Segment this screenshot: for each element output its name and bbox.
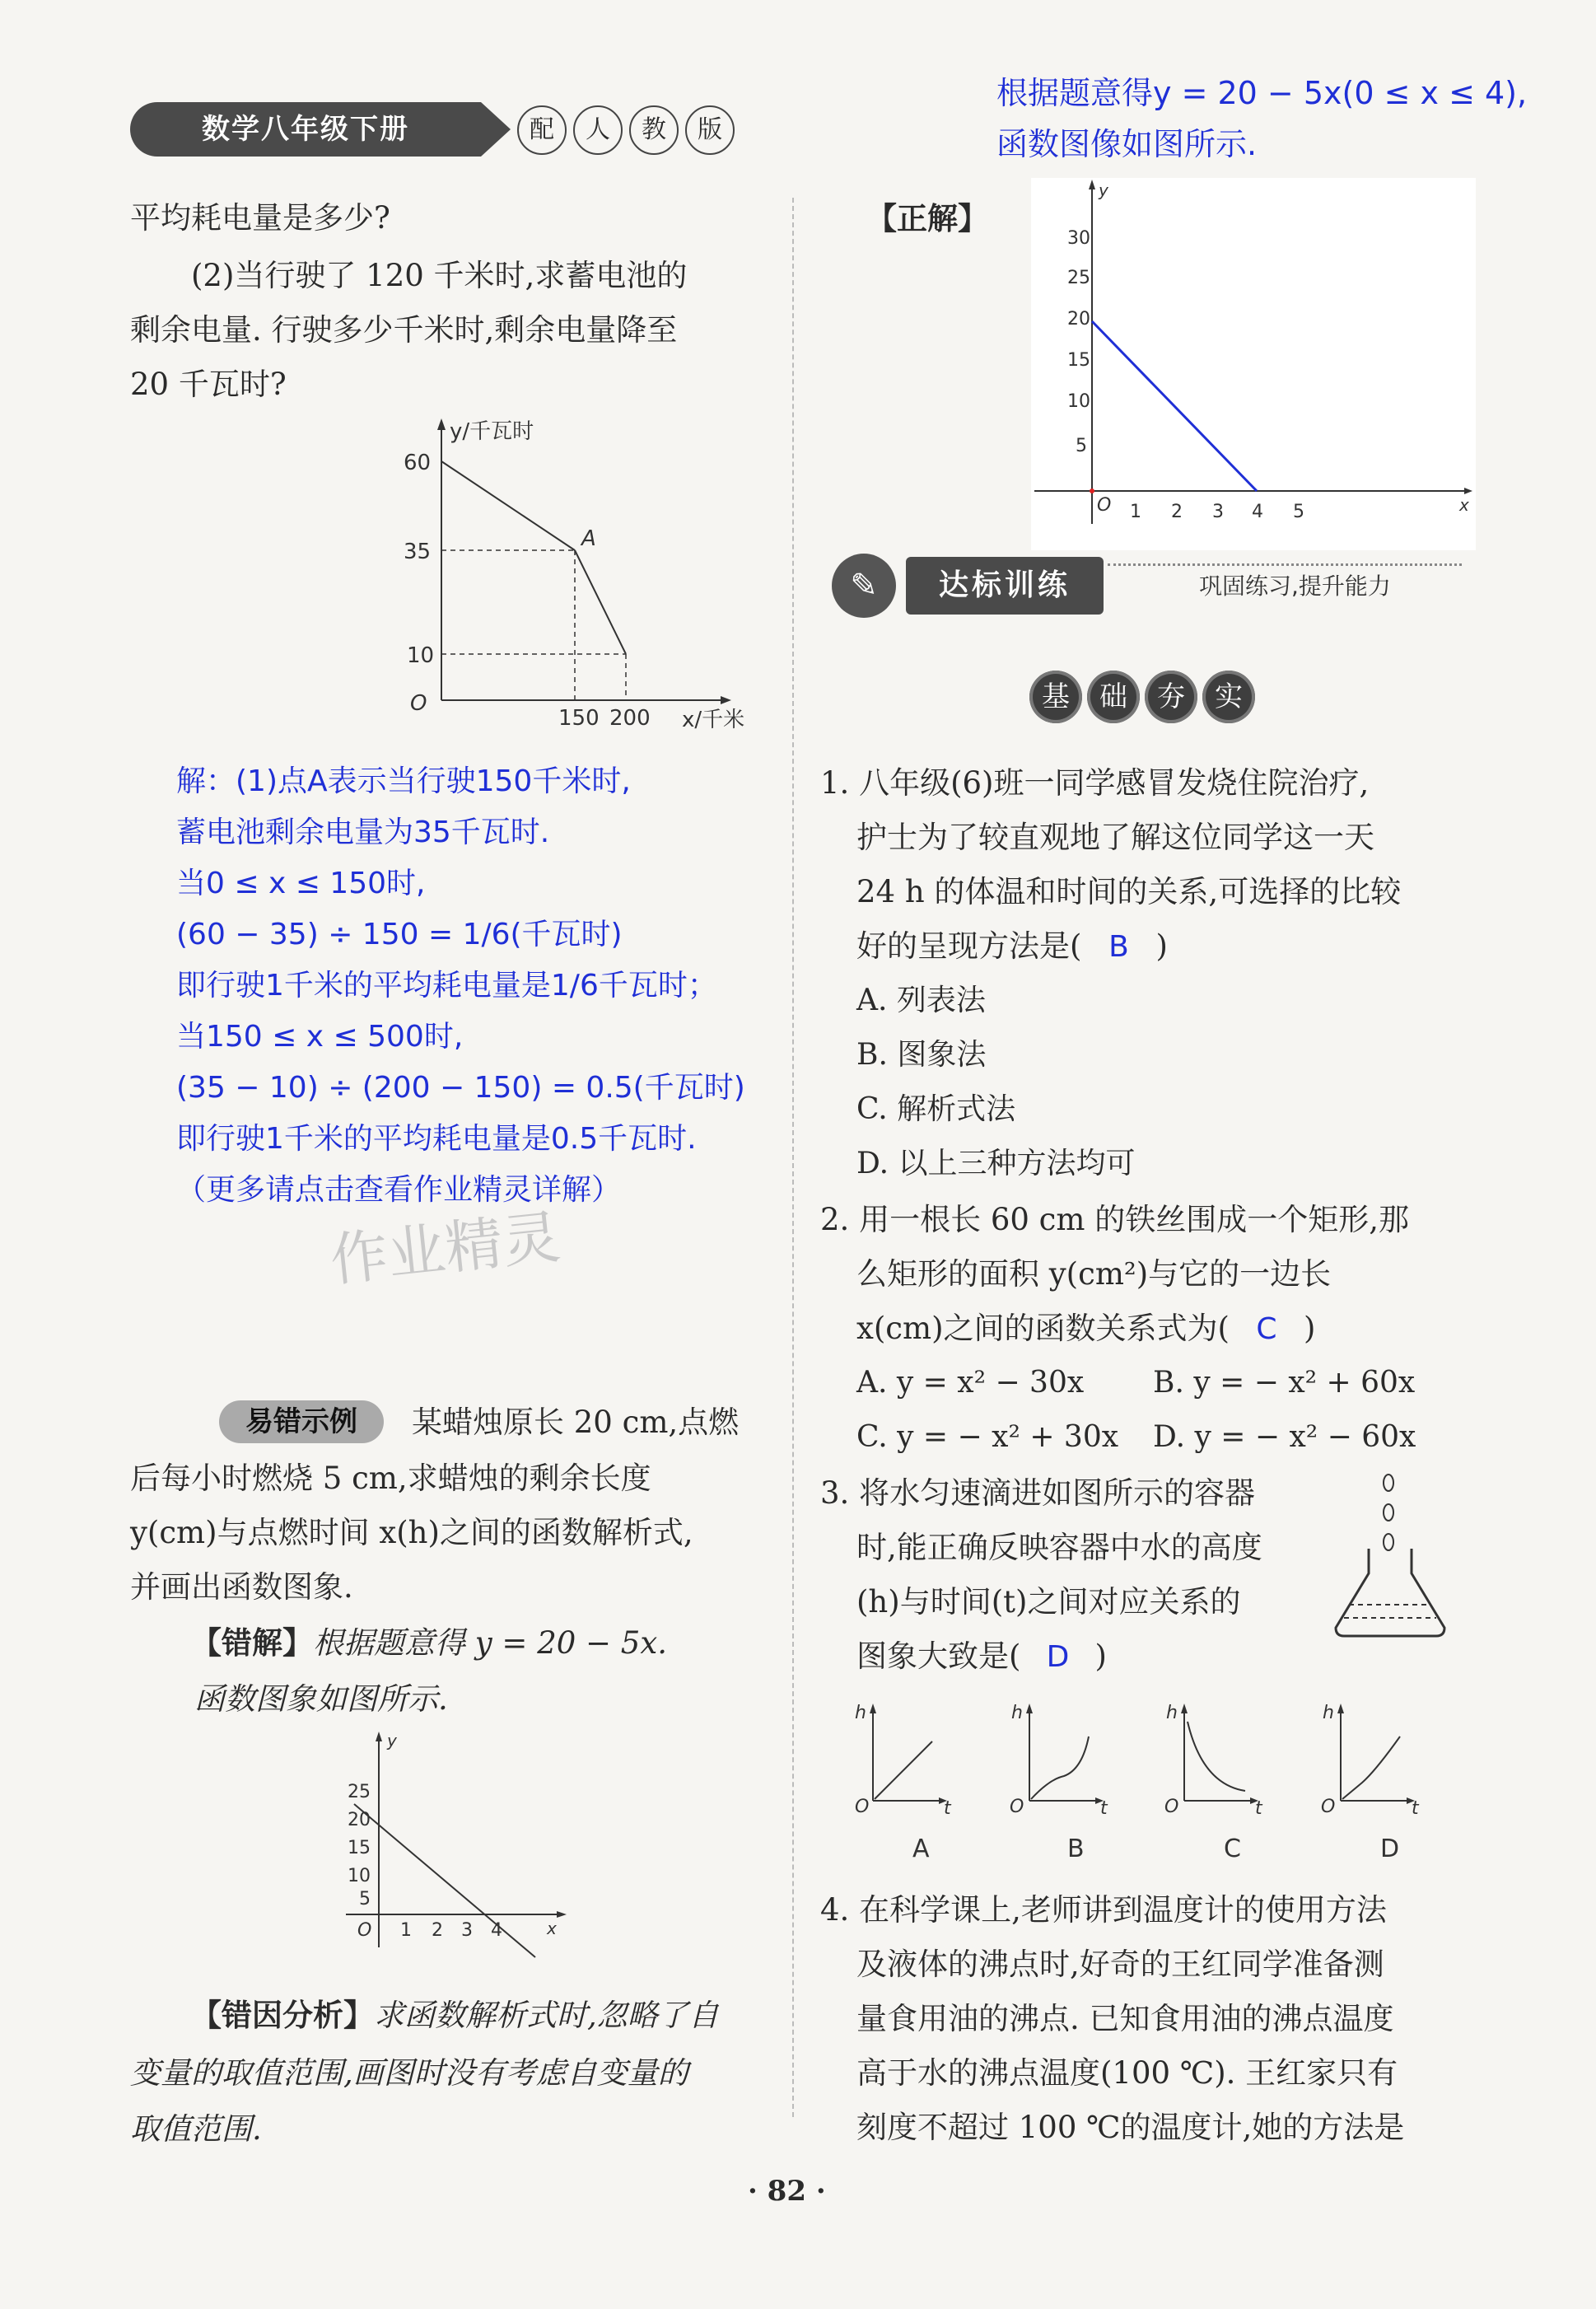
h-label: h — [1011, 1703, 1023, 1723]
y-tick: 10 — [348, 1866, 371, 1886]
x-tick: 1 — [1130, 502, 1141, 522]
q4-line: 量食用油的沸点. 已知食用油的沸点温度 — [856, 2001, 1394, 2036]
q2-stem — [856, 1302, 1315, 1357]
error-problem-line: y(cm)与点燃时间 x(h)之间的函数解析式, — [130, 1515, 693, 1550]
solution-block — [176, 756, 745, 1216]
q1-stem — [856, 919, 1168, 975]
y-tick: 10 — [407, 643, 435, 668]
origin-label: O — [1321, 1797, 1336, 1817]
section-subtitle: 巩固练习,提升能力 — [1199, 573, 1391, 600]
y-axis-label: y — [1099, 180, 1108, 200]
q2-close: ) — [1303, 1311, 1316, 1346]
q3-graph-d — [1321, 1703, 1420, 1863]
y-tick: 5 — [1076, 436, 1087, 456]
q4-line: 及液体的沸点时,好奇的王红同学准备测 — [856, 1947, 1384, 1982]
q2-line: x(cm)之间的函数关系式为( — [856, 1311, 1230, 1346]
q1-line: 好的呈现方法是( — [856, 928, 1082, 964]
watermark: 作业精灵 — [327, 1203, 564, 1295]
edition-char: 人 — [573, 105, 623, 155]
x-tick: 200 — [609, 706, 651, 731]
correct-solution-text — [996, 68, 1527, 170]
q1-option: C. 解析式法 — [856, 1092, 1016, 1126]
x-tick: 1 — [400, 1920, 412, 1941]
edition-char: 教 — [629, 105, 679, 155]
q1-close: ) — [1155, 928, 1168, 964]
t-label: t — [944, 1798, 951, 1819]
correct-line: 根据题意得y = 20 − 5x(0 ≤ x ≤ 4), — [996, 75, 1528, 111]
y-axis-label: y/千瓦时 — [450, 419, 534, 444]
analysis-line: 变量的取值范围,画图时没有考虑自变量的 — [130, 2055, 688, 2091]
h-label: h — [1323, 1703, 1334, 1723]
flask-container-icon — [1326, 1466, 1466, 1648]
q3-line: 3. 将水匀速滴进如图所示的容器 — [820, 1475, 1256, 1511]
origin-label: O — [1097, 495, 1112, 516]
section-dotted-line — [1108, 563, 1462, 566]
q2-answer: C — [1256, 1312, 1277, 1346]
correct-graph — [1031, 178, 1476, 550]
error-problem-line: 某蜡烛原长 20 cm,点燃 — [412, 1405, 740, 1440]
x-axis-label: x/千米 — [682, 708, 745, 732]
q2-option: A. y = x² − 30x — [856, 1366, 1085, 1400]
basic-char: 础 — [1087, 671, 1140, 723]
battery-graph — [387, 412, 766, 741]
analysis-label: 【错因分析】 — [191, 1998, 374, 2033]
question-2-line: 20 千瓦时? — [130, 367, 287, 402]
h-label: h — [855, 1703, 866, 1723]
error-problem-line: 并画出函数图象. — [130, 1569, 353, 1605]
q1-answer: B — [1108, 930, 1129, 964]
wrong-solution — [191, 1616, 667, 1671]
q4-line: 4. 在科学课上,老师讲到温度计的使用方法 — [820, 1892, 1387, 1928]
y-tick: 15 — [1067, 350, 1090, 371]
correct-line: 函数图像如图所示. — [996, 126, 1258, 162]
analysis-line: 取值范围. — [130, 2111, 262, 2147]
wrong-label: 【错解】 — [191, 1625, 313, 1661]
edition-char: 配 — [517, 105, 567, 155]
y-tick: 60 — [404, 451, 432, 475]
t-label: t — [1100, 1798, 1108, 1819]
q1-option: A. 列表法 — [856, 984, 986, 1017]
basic-char: 实 — [1202, 671, 1255, 723]
error-problem-line: 后每小时燃烧 5 cm,求蜡烛的剩余长度 — [130, 1461, 651, 1496]
q3-close: ) — [1094, 1638, 1107, 1674]
q1-line: 1. 八年级(6)班一同学感冒发烧住院治疗, — [820, 765, 1370, 801]
origin-label: O — [357, 1920, 372, 1941]
x-tick: 2 — [432, 1920, 443, 1941]
origin-label: O — [410, 691, 427, 716]
y-tick: 20 — [348, 1810, 371, 1830]
t-label: t — [1255, 1798, 1262, 1819]
book-title-banner: 数学八年级下册 — [130, 102, 481, 157]
q3-option-label: C — [1224, 1835, 1241, 1863]
q2-option: B. y = − x² + 60x — [1153, 1366, 1416, 1400]
correct-label: 【正解】 — [866, 201, 988, 236]
origin-label: O — [1010, 1797, 1024, 1817]
y-tick: 25 — [1067, 268, 1090, 288]
q2-line: 2. 用一根长 60 cm 的铁丝围成一个矩形,那 — [820, 1202, 1409, 1237]
wrong-text: 根据题意得 y = 20 − 5x. — [313, 1625, 667, 1661]
y-axis-label: y — [387, 1731, 397, 1750]
y-tick: 35 — [404, 540, 432, 564]
question-2-line: 剩余电量. 行驶多少千米时,剩余电量降至 — [130, 312, 678, 348]
q2-option: D. y = − x² − 60x — [1153, 1420, 1416, 1454]
t-label: t — [1412, 1798, 1419, 1819]
basic-title-badges — [1029, 671, 1255, 723]
basic-char: 基 — [1029, 671, 1082, 723]
x-tick: 4 — [491, 1920, 502, 1941]
solution-more-link[interactable]: （更多请点击查看作业精灵详解） — [176, 1173, 622, 1207]
q3-graph-c — [1164, 1703, 1263, 1863]
wrong-graph — [321, 1730, 585, 1961]
q3-graph-b — [1010, 1703, 1108, 1863]
solution-line: 蓄电池剩余电量为35千瓦时. — [176, 816, 550, 849]
solution-line: 当150 ≤ x ≤ 500时, — [176, 1020, 464, 1054]
error-analysis — [191, 1989, 719, 2043]
basic-char: 夯 — [1145, 671, 1197, 723]
q4-line: 刻度不超过 100 ℃的温度计,她的方法是 — [856, 2110, 1405, 2145]
edition-badges — [517, 105, 735, 155]
y-tick: 30 — [1067, 228, 1090, 249]
q3-stem — [856, 1629, 1107, 1685]
q3-option-label: B — [1067, 1835, 1085, 1863]
section-title: 达标训练 — [906, 557, 1104, 615]
analysis-text: 求函数解析式时,忽略了自 — [374, 1998, 719, 2033]
solution-line: 即行驶1千米的平均耗电量是0.5千瓦时. — [176, 1122, 697, 1156]
question-continuation: 平均耗电量是多少? — [130, 200, 390, 236]
q1-option: B. 图象法 — [856, 1038, 987, 1072]
x-tick: 4 — [1252, 502, 1263, 522]
q3-option-label: A — [912, 1835, 930, 1863]
q3-line: (h)与时间(t)之间对应关系的 — [856, 1584, 1241, 1620]
q3-option-graphs — [843, 1694, 1469, 1875]
x-tick: 2 — [1171, 502, 1183, 522]
point-a-label: A — [581, 526, 596, 551]
y-tick: 15 — [348, 1838, 371, 1858]
x-tick: 3 — [1212, 502, 1224, 522]
section-icon: ✎ — [832, 554, 896, 618]
y-tick: 10 — [1067, 391, 1090, 412]
question-2-line: (2)当行驶了 120 千米时,求蓄电池的 — [191, 258, 688, 293]
solution-line: (35 − 10) ÷ (200 − 150) = 0.5(千瓦时) — [176, 1071, 745, 1105]
solution-line: 即行驶1千米的平均耗电量是1/6千瓦时； — [176, 969, 717, 1003]
y-tick: 25 — [348, 1782, 371, 1802]
edition-char: 版 — [685, 105, 735, 155]
q3-line: 图象大致是( — [856, 1638, 1021, 1674]
column-divider — [792, 198, 794, 2117]
origin-label: O — [855, 1797, 870, 1817]
q2-line: 么矩形的面积 y(cm²)与它的一边长 — [856, 1256, 1332, 1292]
solution-line: (60 − 35) ÷ 150 = 1/6(千瓦时) — [176, 918, 623, 951]
q1-line: 24 h 的体温和时间的关系,可选择的比较 — [856, 874, 1402, 909]
solution-line: 当0 ≤ x ≤ 150时, — [176, 867, 426, 900]
q4-line: 高于水的沸点温度(100 ℃). 王红家只有 — [856, 2055, 1398, 2091]
h-label: h — [1166, 1703, 1178, 1723]
q2-option: C. y = − x² + 30x — [856, 1420, 1119, 1454]
page-number: · 82 · — [748, 2175, 826, 2208]
q3-answer: D — [1046, 1640, 1070, 1674]
x-tick: 5 — [1293, 502, 1304, 522]
x-tick: 150 — [558, 706, 600, 731]
q3-graph-a — [855, 1703, 952, 1863]
x-tick: 3 — [461, 1920, 473, 1941]
q1-option: D. 以上三种方法均可 — [856, 1147, 1136, 1180]
y-tick: 5 — [359, 1889, 371, 1909]
origin-label: O — [1164, 1797, 1179, 1817]
q3-option-label: D — [1380, 1835, 1400, 1863]
q3-line: 时,能正确反映容器中水的高度 — [856, 1530, 1262, 1565]
y-tick: 20 — [1067, 309, 1090, 330]
solution-line: 解：(1)点A表示当行驶150千米时, — [176, 764, 631, 798]
q1-line: 护士为了较直观地了解这位同学这一天 — [856, 820, 1374, 855]
wrong-solution-line2: 函数图象如图所示. — [194, 1681, 448, 1717]
x-axis-label: x — [547, 1919, 557, 1938]
error-example-tag: 易错示例 — [219, 1400, 384, 1443]
x-axis-label: x — [1459, 495, 1469, 515]
